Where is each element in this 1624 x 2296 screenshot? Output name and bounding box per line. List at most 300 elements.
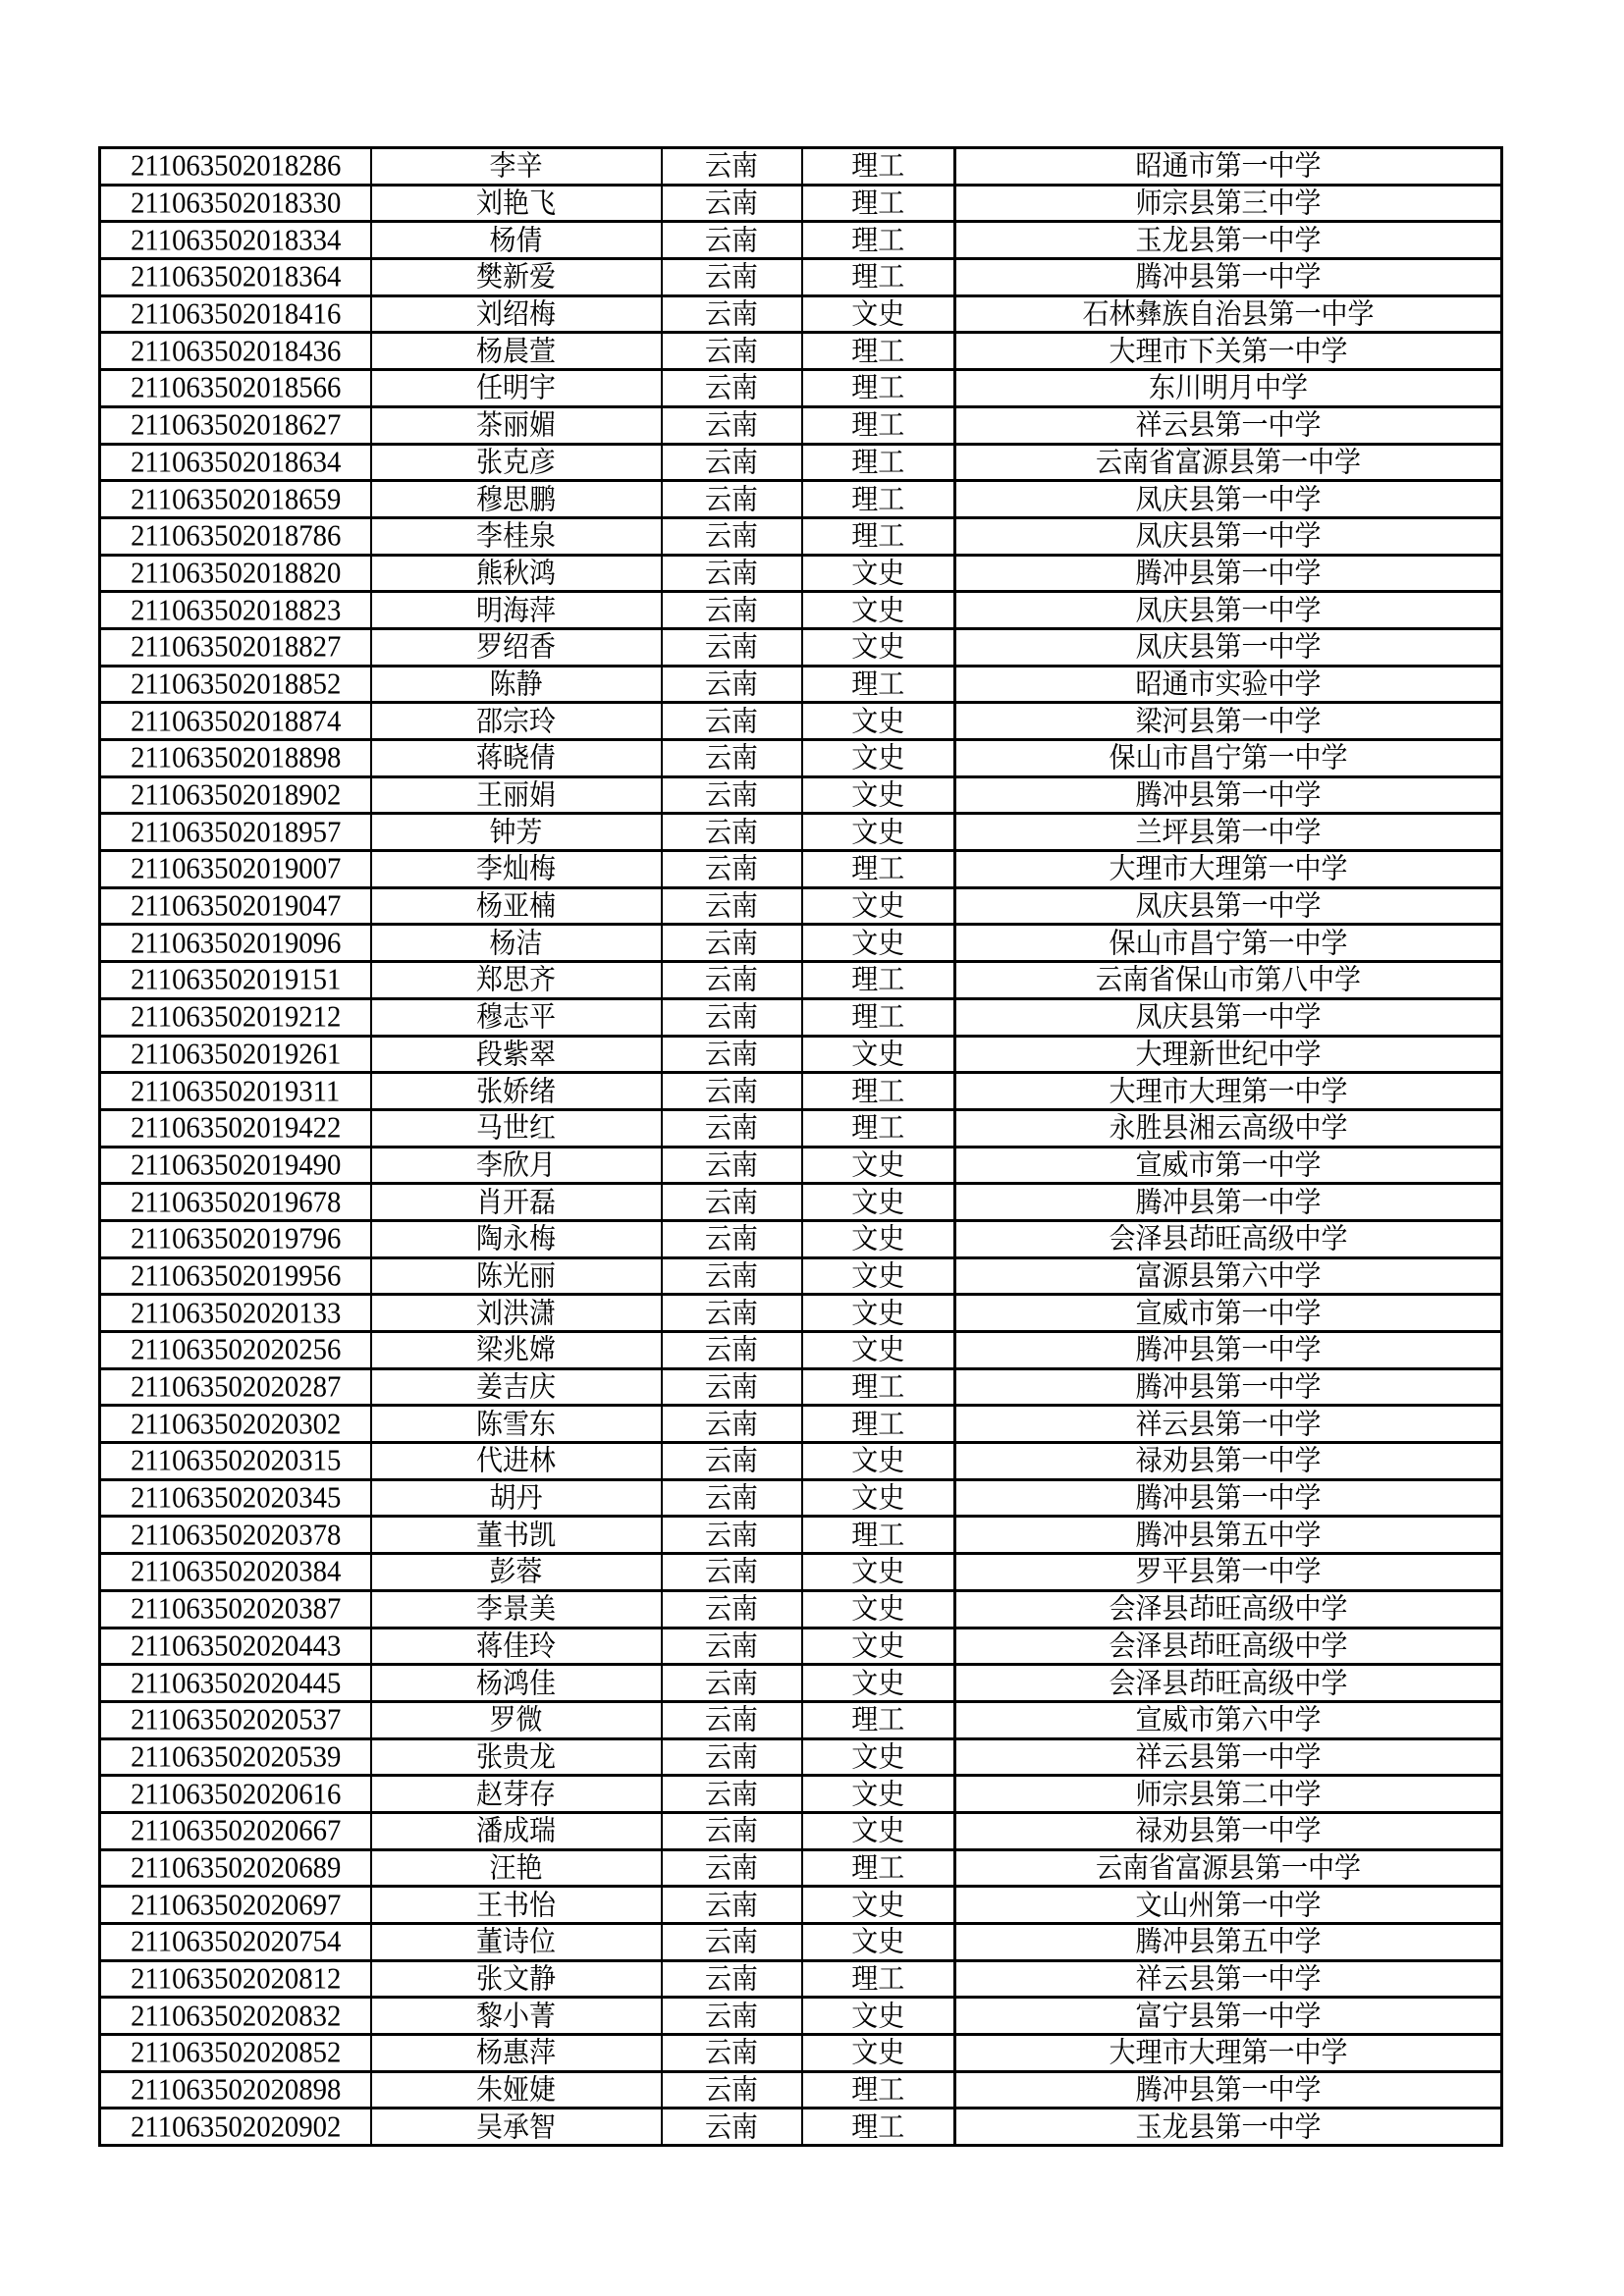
subject-type-cell-text: 文史 (851, 1926, 905, 1958)
subject-type-cell-text: 理工 (851, 372, 905, 404)
province-cell (662, 1073, 802, 1110)
province-cell (662, 1701, 802, 1738)
province-cell-text: 云南 (705, 1038, 758, 1071)
student-name-cell-text: 穆思鹏 (476, 483, 556, 515)
province-cell-text: 云南 (705, 187, 758, 220)
school-cell-text: 石林彝族自治县第一中学 (1082, 297, 1375, 331)
student-name-cell-text: 李桂泉 (476, 520, 556, 553)
province-cell (662, 517, 802, 555)
table-row (100, 925, 1502, 962)
subject-type-cell (802, 1406, 955, 1443)
table-row (100, 1998, 1502, 2035)
student-id-cell (100, 592, 371, 629)
subject-type-cell (802, 1184, 955, 1221)
student-name-cell (371, 1849, 662, 1887)
student-name-cell (371, 1295, 662, 1332)
student-id-cell-text: 211063502020697 (130, 1888, 341, 1922)
student-id-cell-text: 211063502020133 (130, 1296, 341, 1330)
school-cell (955, 1554, 1502, 1591)
province-cell (662, 333, 802, 370)
student-id-cell (100, 333, 371, 370)
school-cell-text: 腾冲县第一中学 (1135, 1370, 1322, 1404)
province-cell (662, 1443, 802, 1480)
student-name-cell-text: 朱娅婕 (476, 2073, 556, 2107)
school-cell-text: 富源县第六中学 (1135, 1259, 1322, 1293)
province-cell (662, 851, 802, 888)
student-name-cell-text: 陈光丽 (476, 1259, 556, 1293)
school-cell-text: 会泽县茚旺高级中学 (1109, 1592, 1348, 1626)
subject-type-cell-text: 理工 (851, 1408, 905, 1440)
province-cell (662, 1998, 802, 2035)
province-cell-text: 云南 (705, 2000, 758, 2032)
subject-type-cell-text: 文史 (851, 1445, 905, 1477)
subject-type-cell (802, 1295, 955, 1332)
student-id-cell-text: 211063502018566 (130, 371, 341, 405)
school-cell-text: 永胜县湘云高级中学 (1109, 1112, 1348, 1145)
province-cell-text: 云南 (705, 446, 758, 479)
student-id-cell-text: 211063502019212 (130, 1000, 341, 1034)
roster-body (100, 148, 1502, 2146)
student-id-cell (100, 1184, 371, 1221)
student-id-cell (100, 222, 371, 259)
subject-type-cell-text: 文史 (851, 594, 905, 626)
subject-type-cell-text: 理工 (851, 853, 905, 885)
subject-type-cell-text: 理工 (851, 1000, 905, 1034)
table-row (100, 555, 1502, 592)
student-id-cell-text: 211063502020902 (130, 2109, 341, 2144)
province-cell-text: 云南 (705, 927, 758, 959)
school-cell (955, 1776, 1502, 1813)
subject-type-cell (802, 370, 955, 407)
student-id-cell (100, 1220, 371, 1257)
table-row (100, 1406, 1502, 1443)
subject-type-cell (802, 1738, 955, 1776)
student-id-cell-text: 211063502019796 (130, 1222, 341, 1256)
school-cell (955, 1184, 1502, 1221)
table-row (100, 148, 1502, 186)
school-cell (955, 1368, 1502, 1406)
school-cell-text: 保山市昌宁第一中学 (1109, 742, 1348, 774)
school-cell (955, 1295, 1502, 1332)
student-name-cell (371, 1701, 662, 1738)
student-id-cell (100, 887, 371, 925)
student-id-cell (100, 1332, 371, 1369)
subject-type-cell-text: 理工 (851, 261, 905, 294)
province-cell (662, 592, 802, 629)
province-cell-text: 云南 (705, 1445, 758, 1477)
student-id-cell-text: 211063502020256 (130, 1333, 341, 1367)
table-row (100, 1590, 1502, 1628)
subject-type-cell (802, 776, 955, 814)
school-cell (955, 1147, 1502, 1184)
student-id-cell (100, 666, 371, 703)
student-name-cell (371, 1479, 662, 1517)
student-name-cell (371, 1443, 662, 1480)
province-cell (662, 998, 802, 1036)
subject-type-cell (802, 1036, 955, 1073)
student-id-cell (100, 1960, 371, 1998)
school-cell (955, 1701, 1502, 1738)
student-name-cell (371, 295, 662, 333)
province-cell (662, 1406, 802, 1443)
school-cell (955, 851, 1502, 888)
student-id-cell (100, 962, 371, 999)
student-name-cell-text: 茶丽媚 (476, 408, 556, 442)
province-cell-text: 云南 (705, 1334, 758, 1366)
student-id-cell (100, 2109, 371, 2146)
table-row (100, 962, 1502, 999)
student-id-cell (100, 776, 371, 814)
subject-type-cell-text: 文史 (851, 2000, 905, 2032)
student-roster-table (98, 146, 1503, 2147)
student-name-cell (371, 1184, 662, 1221)
student-id-cell (100, 740, 371, 777)
table-row (100, 1738, 1502, 1776)
school-cell (955, 1960, 1502, 1998)
student-name-cell (371, 1628, 662, 1665)
subject-type-cell-text: 文史 (851, 297, 905, 331)
student-name-cell (371, 1073, 662, 1110)
subject-type-cell-text: 文史 (851, 1186, 905, 1218)
province-cell-text: 云南 (705, 520, 758, 553)
school-cell (955, 1073, 1502, 1110)
student-name-cell (371, 1776, 662, 1813)
student-name-cell-text: 罗微 (489, 1704, 543, 1736)
student-id-cell-text: 211063502018957 (130, 815, 341, 849)
student-name-cell-text: 段紫翠 (476, 1038, 556, 1071)
province-cell-text: 云南 (705, 261, 758, 294)
subject-type-cell (802, 1628, 955, 1665)
student-name-cell (371, 517, 662, 555)
student-id-cell-text: 211063502018416 (130, 297, 341, 331)
school-cell (955, 998, 1502, 1036)
subject-type-cell (802, 1257, 955, 1295)
subject-type-cell (802, 185, 955, 222)
province-cell-text: 云南 (705, 667, 758, 701)
school-cell (955, 628, 1502, 666)
province-cell (662, 1147, 802, 1184)
student-name-cell-text: 彭蓉 (489, 1556, 543, 1588)
student-name-cell-text: 张娇绪 (476, 1075, 556, 1107)
table-row (100, 1147, 1502, 1184)
student-id-cell-text: 211063502020812 (130, 1962, 341, 1996)
province-cell-text: 云南 (705, 1408, 758, 1440)
province-cell (662, 1257, 802, 1295)
student-name-cell (371, 1332, 662, 1369)
student-id-cell-text: 211063502020443 (130, 1629, 341, 1663)
student-name-cell-text: 熊秋鸿 (476, 557, 556, 590)
student-id-cell (100, 1812, 371, 1849)
school-cell-text: 会泽县茚旺高级中学 (1109, 1223, 1348, 1255)
student-name-cell (371, 2109, 662, 2146)
province-cell-text: 云南 (705, 408, 758, 442)
student-id-cell-text: 211063502020667 (130, 1814, 341, 1848)
school-cell-text: 东川明月中学 (1149, 372, 1308, 404)
student-name-cell (371, 962, 662, 999)
school-cell-text: 祥云县第一中学 (1135, 408, 1322, 442)
subject-type-cell (802, 1849, 955, 1887)
table-row (100, 406, 1502, 444)
school-cell-text: 云南省富源县第一中学 (1096, 446, 1361, 479)
school-cell (955, 2109, 1502, 2146)
school-cell-text: 祥云县第一中学 (1135, 1740, 1322, 1774)
school-cell-text: 昭通市实验中学 (1135, 667, 1322, 701)
province-cell-text: 云南 (705, 1481, 758, 1515)
student-name-cell-text: 董诗位 (476, 1926, 556, 1958)
student-id-cell (100, 1295, 371, 1332)
subject-type-cell-text: 理工 (851, 964, 905, 996)
subject-type-cell (802, 555, 955, 592)
subject-type-cell (802, 2071, 955, 2109)
student-name-cell-text: 张贵龙 (476, 1740, 556, 1774)
subject-type-cell-text: 文史 (851, 1629, 905, 1663)
province-cell-text: 云南 (705, 705, 758, 737)
student-name-cell-text: 杨洁 (489, 927, 543, 959)
province-cell (662, 703, 802, 740)
student-name-cell-text: 蒋佳玲 (476, 1629, 556, 1663)
province-cell-text: 云南 (705, 224, 758, 256)
province-cell-text: 云南 (705, 483, 758, 515)
school-cell (955, 406, 1502, 444)
table-row (100, 259, 1502, 296)
student-name-cell-text: 马世红 (476, 1112, 556, 1145)
province-cell (662, 1332, 802, 1369)
student-name-cell (371, 259, 662, 296)
table-row (100, 592, 1502, 629)
subject-type-cell (802, 1332, 955, 1369)
subject-type-cell (802, 925, 955, 962)
subject-type-cell-text: 文史 (851, 1038, 905, 1071)
student-id-cell-text: 211063502018823 (130, 593, 341, 627)
table-row (100, 1073, 1502, 1110)
table-row (100, 1368, 1502, 1406)
subject-type-cell (802, 1443, 955, 1480)
student-id-cell (100, 1849, 371, 1887)
subject-type-cell-text: 理工 (851, 224, 905, 256)
province-cell (662, 2071, 802, 2109)
subject-type-cell-text: 文史 (851, 889, 905, 923)
subject-type-cell (802, 222, 955, 259)
student-name-cell-text: 汪艳 (489, 1851, 543, 1885)
school-cell (955, 1665, 1502, 1702)
table-row (100, 851, 1502, 888)
table-row (100, 1184, 1502, 1221)
student-id-cell (100, 444, 371, 481)
student-id-cell-text: 211063502020539 (130, 1740, 341, 1774)
province-cell-text: 云南 (705, 1259, 758, 1293)
school-cell-text: 兰坪县第一中学 (1135, 816, 1322, 848)
subject-type-cell (802, 1590, 955, 1628)
subject-type-cell (802, 481, 955, 518)
student-id-cell (100, 998, 371, 1036)
student-name-cell (371, 444, 662, 481)
school-cell-text: 腾冲县第五中学 (1135, 1519, 1322, 1551)
subject-type-cell (802, 1812, 955, 1849)
student-id-cell (100, 481, 371, 518)
province-cell-text: 云南 (705, 150, 758, 183)
student-name-cell (371, 1517, 662, 1554)
student-id-cell-text: 211063502018659 (130, 482, 341, 516)
school-cell (955, 1998, 1502, 2035)
student-name-cell-text: 杨晨萱 (476, 335, 556, 367)
student-id-cell (100, 2071, 371, 2109)
school-cell-text: 凤庆县第一中学 (1135, 889, 1322, 923)
student-name-cell-text: 梁兆嫦 (476, 1334, 556, 1366)
student-name-cell (371, 1998, 662, 2035)
table-row (100, 666, 1502, 703)
student-id-cell (100, 1776, 371, 1813)
student-id-cell (100, 925, 371, 962)
student-id-cell-text: 211063502019490 (130, 1148, 341, 1182)
province-cell-text: 云南 (705, 816, 758, 848)
school-cell-text: 富宁县第一中学 (1135, 2000, 1322, 2032)
school-cell (955, 703, 1502, 740)
student-id-cell (100, 185, 371, 222)
province-cell (662, 1517, 802, 1554)
subject-type-cell-text: 文史 (851, 1223, 905, 1255)
student-name-cell-text: 刘洪潇 (476, 1297, 556, 1329)
school-cell (955, 1332, 1502, 1369)
province-cell (662, 1887, 802, 1924)
subject-type-cell (802, 2035, 955, 2072)
subject-type-cell-text: 文史 (851, 1778, 905, 1810)
school-cell-text: 会泽县茚旺高级中学 (1109, 1667, 1348, 1699)
student-name-cell-text: 赵芽存 (476, 1778, 556, 1810)
student-name-cell-text: 张文静 (476, 1962, 556, 1996)
province-cell (662, 776, 802, 814)
table-row (100, 295, 1502, 333)
subject-type-cell-text: 文史 (851, 816, 905, 848)
subject-type-cell-text: 理工 (851, 1704, 905, 1736)
table-row (100, 776, 1502, 814)
student-name-cell (371, 1812, 662, 1849)
student-id-cell-text: 211063502020302 (130, 1407, 341, 1441)
subject-type-cell-text: 文史 (851, 1334, 905, 1366)
school-cell-text: 玉龙县第一中学 (1135, 224, 1322, 256)
school-cell (955, 1849, 1502, 1887)
student-id-cell (100, 1738, 371, 1776)
student-id-cell-text: 211063502020378 (130, 1518, 341, 1552)
student-name-cell (371, 555, 662, 592)
province-cell-text: 云南 (705, 1778, 758, 1810)
student-id-cell (100, 259, 371, 296)
subject-type-cell-text: 理工 (851, 1962, 905, 1996)
province-cell (662, 925, 802, 962)
student-name-cell (371, 1368, 662, 1406)
province-cell (662, 814, 802, 851)
subject-type-cell (802, 887, 955, 925)
school-cell (955, 666, 1502, 703)
province-cell-text: 云南 (705, 631, 758, 664)
table-row (100, 444, 1502, 481)
student-name-cell (371, 814, 662, 851)
student-name-cell (371, 592, 662, 629)
student-id-cell-text: 211063502018330 (130, 187, 341, 220)
student-id-cell-text: 211063502018820 (130, 557, 341, 590)
student-id-cell-text: 211063502019151 (130, 963, 341, 997)
province-cell (662, 666, 802, 703)
province-cell-text: 云南 (705, 1667, 758, 1699)
subject-type-cell-text: 理工 (851, 150, 905, 183)
province-cell (662, 1776, 802, 1813)
student-id-cell-text: 211063502020315 (130, 1444, 341, 1478)
province-cell (662, 148, 802, 186)
student-name-cell (371, 222, 662, 259)
subject-type-cell-text: 文史 (851, 1556, 905, 1588)
subject-type-cell (802, 1998, 955, 2035)
student-name-cell-text: 邵宗玲 (476, 705, 556, 737)
table-row (100, 703, 1502, 740)
school-cell-text: 腾冲县第一中学 (1135, 2073, 1322, 2107)
student-id-cell (100, 1701, 371, 1738)
student-name-cell-text: 任明宇 (476, 372, 556, 404)
student-id-cell-text: 211063502020345 (130, 1481, 341, 1515)
subject-type-cell (802, 1109, 955, 1147)
province-cell (662, 2109, 802, 2146)
student-name-cell-text: 王书怡 (476, 1889, 556, 1921)
school-cell-text: 云南省富源县第一中学 (1096, 1851, 1361, 1885)
school-cell (955, 776, 1502, 814)
school-cell-text: 罗平县第一中学 (1135, 1556, 1322, 1588)
subject-type-cell (802, 814, 955, 851)
school-cell-text: 梁河县第一中学 (1135, 705, 1322, 737)
student-name-cell (371, 887, 662, 925)
student-name-cell-text: 明海萍 (476, 594, 556, 626)
province-cell (662, 1665, 802, 1702)
school-cell-text: 禄劝县第一中学 (1135, 1815, 1322, 1847)
school-cell-text: 昭通市第一中学 (1135, 150, 1322, 183)
table-row (100, 333, 1502, 370)
student-name-cell (371, 1257, 662, 1295)
student-name-cell-text: 蒋晓倩 (476, 742, 556, 774)
student-id-cell (100, 703, 371, 740)
subject-type-cell-text: 文史 (851, 1148, 905, 1182)
subject-type-cell-text: 理工 (851, 335, 905, 367)
table-row (100, 1443, 1502, 1480)
student-id-cell (100, 814, 371, 851)
table-row (100, 370, 1502, 407)
province-cell (662, 1368, 802, 1406)
province-cell (662, 370, 802, 407)
province-cell (662, 481, 802, 518)
subject-type-cell (802, 1368, 955, 1406)
school-cell-text: 文山州第一中学 (1135, 1889, 1322, 1921)
table-row (100, 1332, 1502, 1369)
table-row (100, 1479, 1502, 1517)
province-cell (662, 1479, 802, 1517)
subject-type-cell-text: 理工 (851, 187, 905, 220)
table-row (100, 222, 1502, 259)
subject-type-cell-text: 文史 (851, 1740, 905, 1774)
table-row (100, 1665, 1502, 1702)
school-cell (955, 887, 1502, 925)
province-cell-text: 云南 (705, 1148, 758, 1182)
subject-type-cell-text: 文史 (851, 1815, 905, 1847)
school-cell-text: 大理市大理第一中学 (1109, 2037, 1348, 2069)
subject-type-cell-text: 文史 (851, 742, 905, 774)
subject-type-cell-text: 文史 (851, 1297, 905, 1329)
province-cell (662, 1812, 802, 1849)
student-name-cell-text: 陈静 (489, 667, 543, 701)
province-cell-text: 云南 (705, 1815, 758, 1847)
student-id-cell-text: 211063502019956 (130, 1259, 341, 1293)
student-id-cell-text: 211063502018827 (130, 630, 341, 665)
school-cell (955, 295, 1502, 333)
student-name-cell-text: 郑思齐 (476, 964, 556, 996)
table-row (100, 1776, 1502, 1813)
student-name-cell (371, 1147, 662, 1184)
subject-type-cell-text: 文史 (851, 927, 905, 959)
